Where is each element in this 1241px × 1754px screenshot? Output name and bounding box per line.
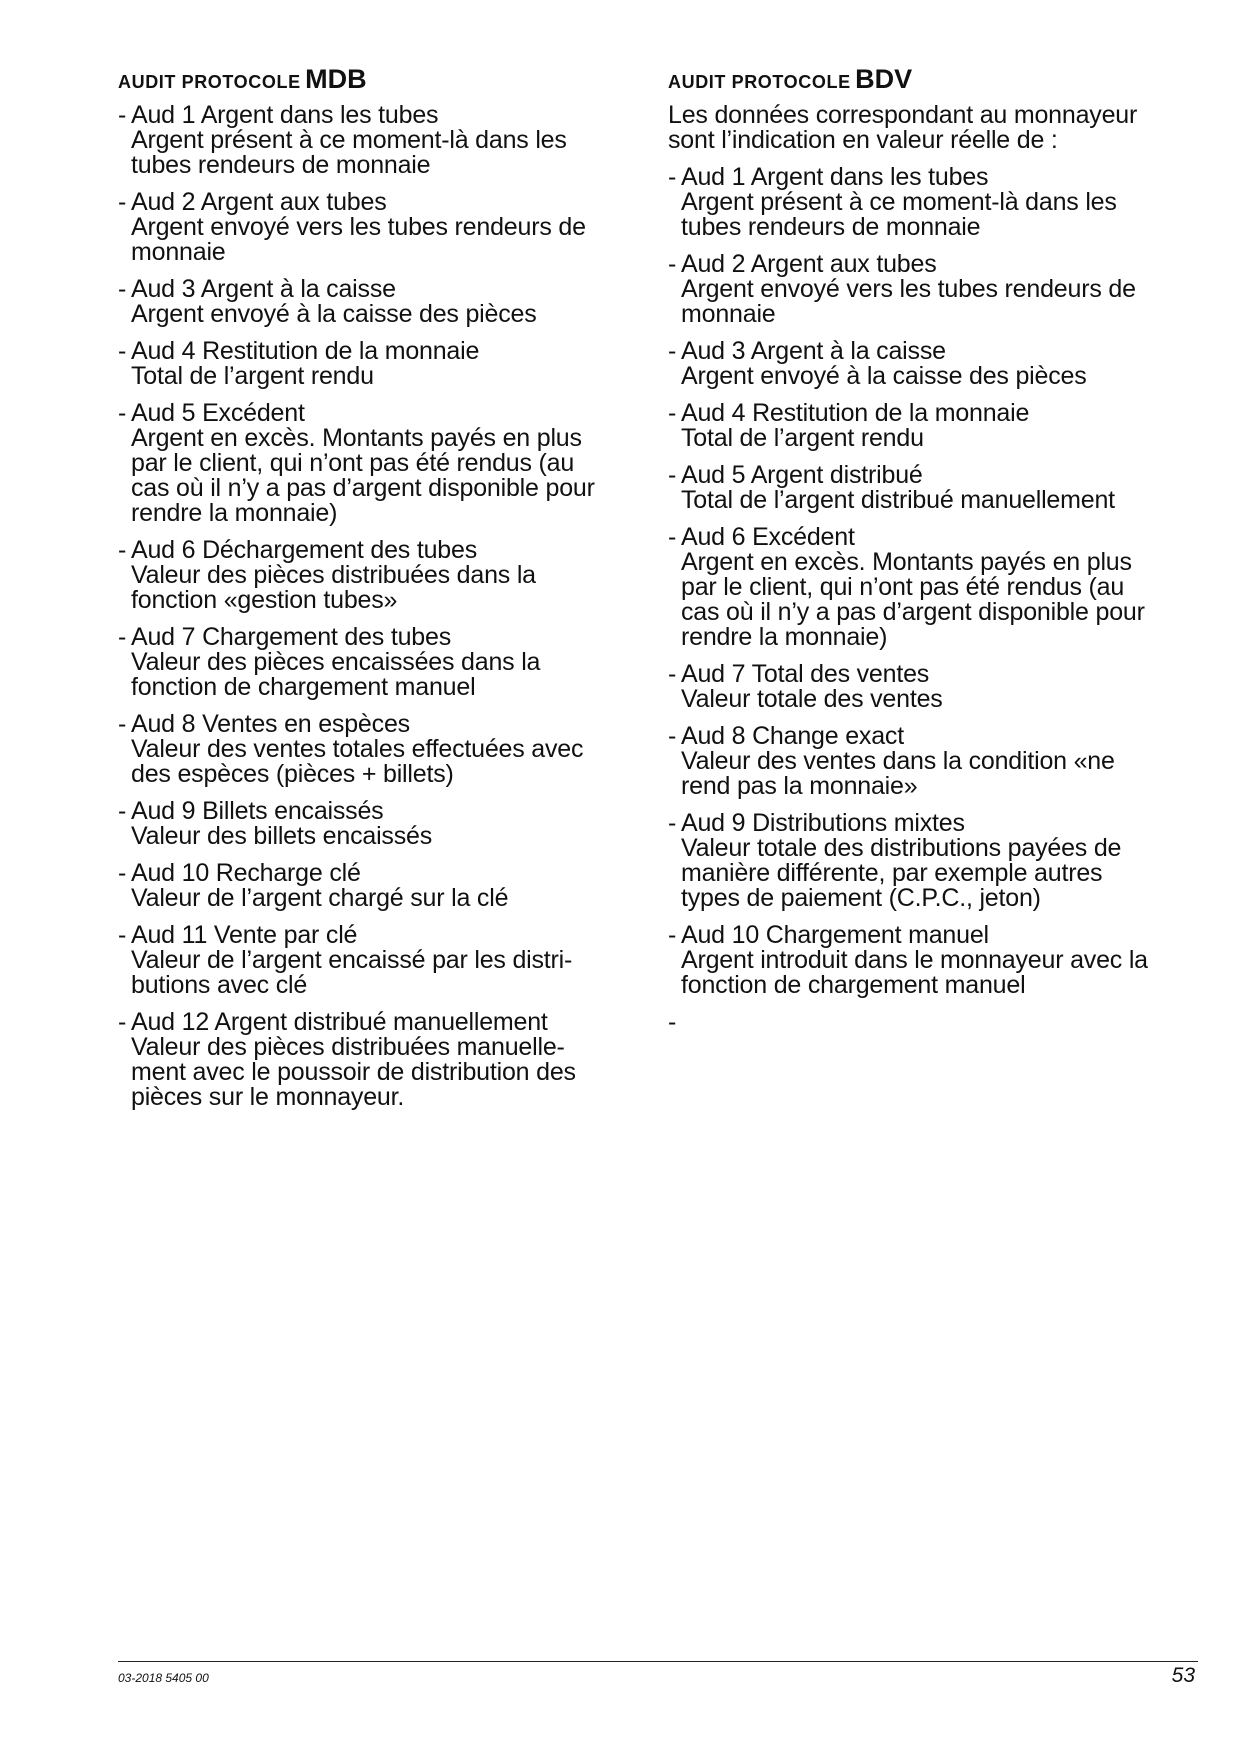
audit-item (118, 401, 648, 526)
audit-item-title: Aud 4 Restitution de la monnaie (131, 337, 480, 365)
right-heading-protocol: BDV (855, 64, 913, 94)
audit-item-description: Valeur de l’argent chargé sur la clé (131, 884, 509, 912)
audit-item-title: Aud 8 Change exact (681, 722, 904, 750)
list-dash: - (668, 250, 677, 278)
list-dash: - (668, 809, 677, 837)
audit-item (118, 339, 648, 389)
audit-item (668, 252, 1198, 327)
audit-item (668, 463, 1198, 513)
audit-item (668, 165, 1198, 240)
list-dash: - (668, 921, 677, 949)
audit-item-description: Total de l’argent rendu (681, 424, 924, 452)
left-column (118, 64, 648, 1122)
audit-item-title: Aud 11 Vente par clé (131, 921, 358, 949)
footer-document-code: 03-2018 5405 00 (118, 1671, 209, 1685)
audit-item-title: Aud 9 Billets encaissés (131, 797, 384, 825)
left-heading (118, 64, 648, 99)
right-heading-prefix: AUDIT PROTOCOLE (668, 72, 851, 92)
right-intro: Les données correspondant au monnayeur sont l’indication en valeur réelle de : (668, 101, 1138, 154)
audit-item-description: Valeur totale des distributions payées de manière différente, par exemple autres types de paiement (C.P.C., jeton) (681, 834, 1122, 912)
list-dash: - (668, 461, 677, 489)
list-dash: - (668, 337, 677, 365)
audit-item-title: Aud 1 Argent dans les tubes (131, 101, 439, 129)
audit-item-title: Aud 5 Excédent (131, 399, 305, 427)
audit-item-description: Valeur des pièces distribuées manuelle- ment avec le poussoir de distribution des pièces sur le monnayeur. (131, 1033, 576, 1111)
footer-rule (118, 1661, 1198, 1662)
audit-item-description: Argent envoyé vers les tubes rendeurs de monnaie (681, 275, 1136, 328)
audit-item (118, 103, 648, 178)
audit-item-title: Aud 7 Chargement des tubes (131, 623, 452, 651)
audit-item-title: Aud 3 Argent à la caisse (131, 275, 396, 303)
audit-item-title: Aud 1 Argent dans les tubes (681, 163, 989, 191)
audit-item-description: Valeur des ventes totales effectuées avec des espèces (pièces + billets) (131, 735, 584, 788)
audit-item-description: Argent envoyé à la caisse des pièces (131, 300, 537, 328)
list-dash: - (668, 722, 677, 750)
list-dash: - (118, 188, 127, 216)
audit-item-title: Aud 7 Total des ventes (681, 660, 930, 688)
audit-item-title: Aud 10 Chargement manuel (681, 921, 989, 949)
audit-item (118, 538, 648, 613)
audit-item-title: Aud 4 Restitution de la monnaie (681, 399, 1030, 427)
list-dash: - (118, 337, 127, 365)
audit-item-title: Aud 6 Déchargement des tubes (131, 536, 478, 564)
audit-item (118, 190, 648, 265)
list-dash: - (668, 523, 677, 551)
list-dash: - (118, 859, 127, 887)
audit-item (668, 401, 1198, 451)
audit-item (118, 712, 648, 787)
audit-item-description: Argent introduit dans le monnayeur avec la fonction de chargement manuel (681, 946, 1148, 999)
audit-item (118, 625, 648, 700)
audit-item-description: Argent envoyé vers les tubes rendeurs de monnaie (131, 213, 586, 266)
audit-item-description: Argent présent à ce moment-là dans les tubes rendeurs de monnaie (681, 188, 1117, 241)
audit-item (118, 277, 648, 327)
audit-item-description: Valeur des pièces distribuées dans la fonction «gestion tubes» (131, 561, 536, 614)
audit-item-description: Valeur totale des ventes (681, 685, 943, 713)
list-dash: - (118, 101, 127, 129)
audit-item (668, 811, 1198, 911)
list-dash: - (118, 275, 127, 303)
audit-item-title: Aud 2 Argent aux tubes (131, 188, 387, 216)
audit-item-title: Aud 2 Argent aux tubes (681, 250, 937, 278)
right-audit-list (668, 165, 1198, 998)
right-trailing-dash: - (668, 1008, 677, 1036)
audit-item-description: Valeur de l’argent encaissé par les distri- butions avec clé (131, 946, 573, 999)
list-dash: - (118, 921, 127, 949)
left-audit-list (118, 103, 648, 1110)
audit-item (668, 662, 1198, 712)
audit-item-title: Aud 3 Argent à la caisse (681, 337, 946, 365)
audit-item (668, 339, 1198, 389)
left-heading-prefix: AUDIT PROTOCOLE (118, 72, 301, 92)
page-number: 53 (1171, 1664, 1195, 1687)
list-dash: - (668, 399, 677, 427)
audit-item (668, 923, 1198, 998)
left-heading-protocol: MDB (305, 64, 367, 94)
audit-item (118, 923, 648, 998)
right-heading (668, 64, 1198, 99)
right-column (668, 64, 1198, 1035)
audit-item-description: Valeur des ventes dans la condition «ne rend pas la monnaie» (681, 747, 1115, 800)
audit-item (668, 525, 1198, 650)
audit-item-description: Argent envoyé à la caisse des pièces (681, 362, 1087, 390)
audit-item-title: Aud 6 Excédent (681, 523, 855, 551)
audit-item-title: Aud 9 Distributions mixtes (681, 809, 965, 837)
audit-item-title: Aud 10 Recharge clé (131, 859, 361, 887)
audit-item-description: Total de l’argent distribué manuellement (681, 486, 1115, 514)
audit-item-description: Argent en excès. Montants payés en plus par le client, qui n’ont pas été rendus (au cas où il n’y a pas d’argent disponible pour rendre la monnaie) (681, 548, 1145, 651)
list-dash: - (118, 710, 127, 738)
audit-item (118, 1010, 648, 1110)
audit-item (668, 724, 1198, 799)
list-dash: - (118, 399, 127, 427)
list-dash: - (118, 623, 127, 651)
list-dash: - (668, 163, 677, 191)
audit-item-description: Valeur des billets encaissés (131, 822, 433, 850)
audit-item-title: Aud 5 Argent distribué (681, 461, 923, 489)
list-dash: - (118, 797, 127, 825)
audit-item-description: Argent présent à ce moment-là dans les tubes rendeurs de monnaie (131, 126, 567, 179)
list-dash: - (118, 1008, 127, 1036)
list-dash: - (118, 536, 127, 564)
audit-item (118, 799, 648, 849)
audit-item-description: Valeur des pièces encaissées dans la fonction de chargement manuel (131, 648, 541, 701)
audit-item-description: Argent en excès. Montants payés en plus par le client, qui n’ont pas été rendus (au cas où il n’y a pas d’argent disponible pour rendre la monnaie) (131, 424, 595, 527)
audit-item-description: Total de l’argent rendu (131, 362, 374, 390)
audit-item (118, 861, 648, 911)
audit-item-title: Aud 12 Argent distribué manuellement (131, 1008, 548, 1036)
audit-item-title: Aud 8 Ventes en espèces (131, 710, 410, 738)
list-dash: - (668, 660, 677, 688)
